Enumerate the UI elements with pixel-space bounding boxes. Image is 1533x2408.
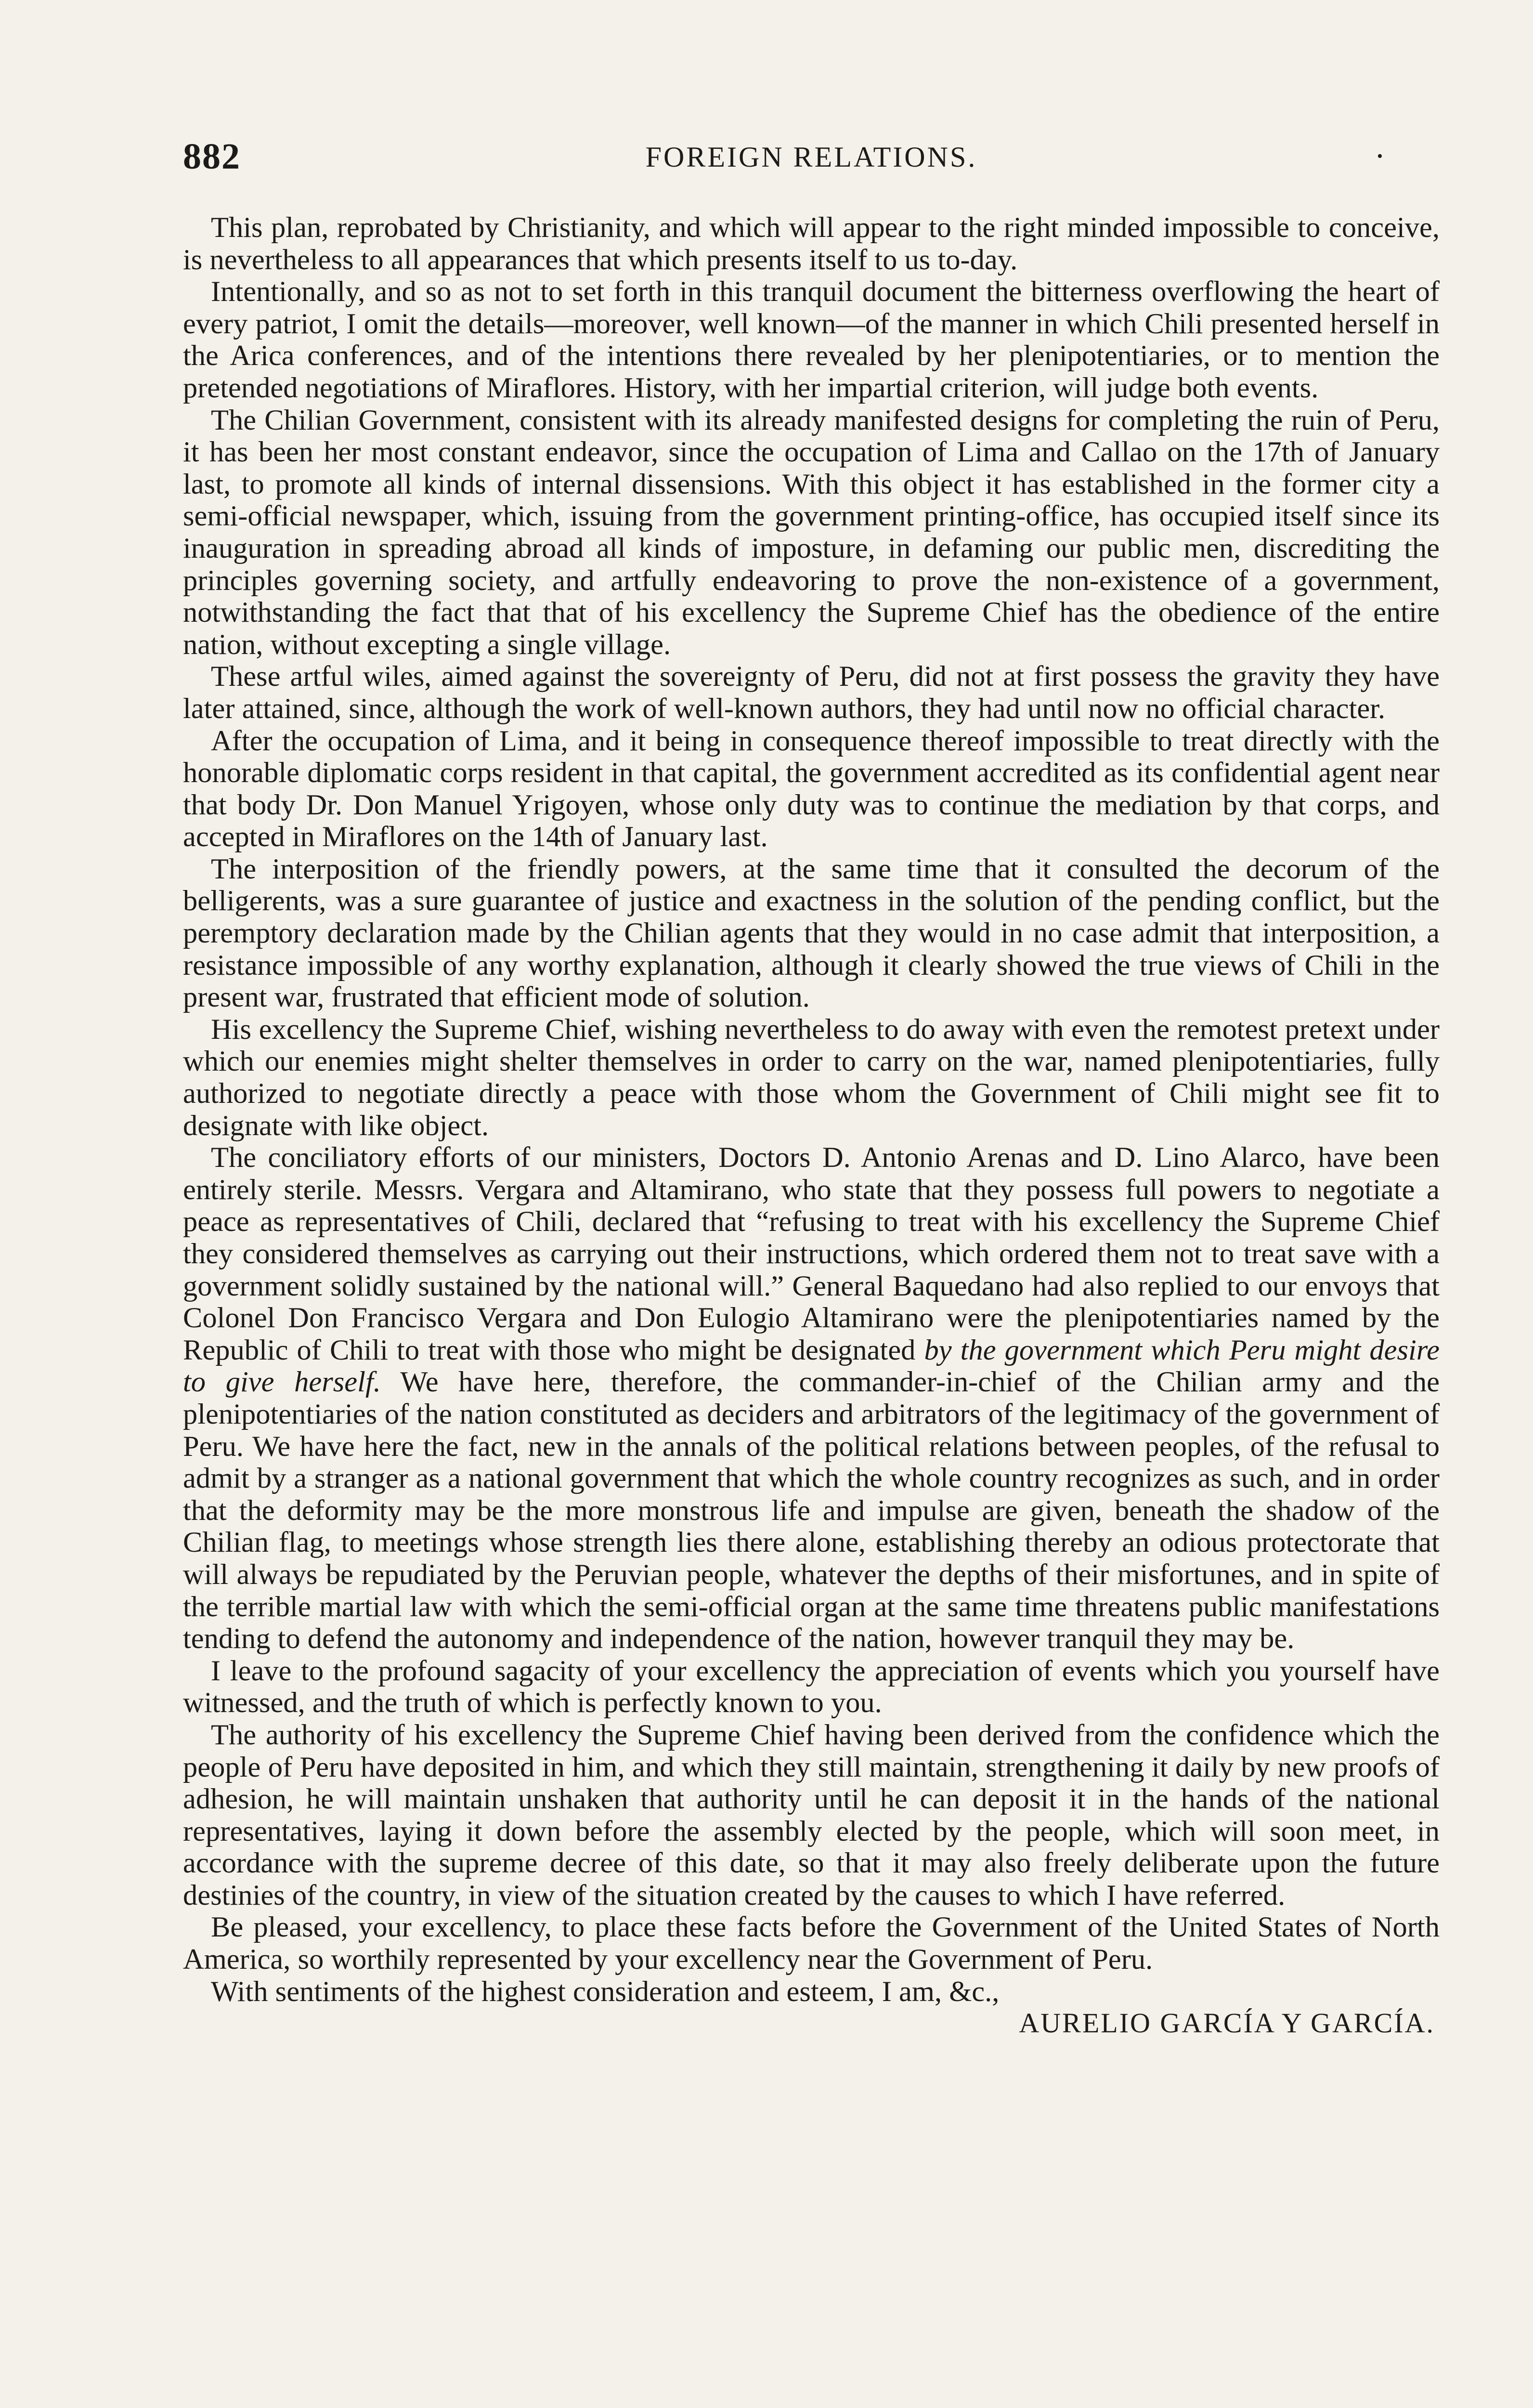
printer-mark: • — [1377, 147, 1383, 165]
paragraph-text: The conciliatory efforts of our ministers, Doctors D. Antonio Arenas and D. Lino Alarco, have been entirely sterile. Messrs. Vergara and Altamirano, who state that they possess full powers to negotiate a peace as representatives of Chili, declared that “refusing to treat with his excellency the Supreme Chief they considered themselves as carrying out their instructions, which ordered them not to treat save with a government solidly sustained by the national will.” General Baquedano had also replied to our envoys that Colonel Don Francisco Vergara and Don Eulogio Altamirano were the plenipotentiaries named by the Republic of Chili to treat with those who might be designated — [183, 1141, 1440, 1366]
signature: AURELIO GARCÍA Y GARCÍA. — [1019, 2007, 1435, 2039]
paragraph: These artful wiles, aimed against the sovereignty of Peru, did not at first possess the gravity they have later attained, since, although the work of well-known authors, they had until now no official character. — [183, 660, 1440, 725]
paragraph: I leave to the profound sagacity of your excellency the appreciation of events which you yourself have witnessed, and the truth of which is perfectly known to you. — [183, 1654, 1440, 1719]
paragraph: Intentionally, and so as not to set forth in this tranquil document the bitterness overflowing the heart of every patriot, I omit the details—moreover, well known—of the manner in which Chili presented herself in the Arica conferences, and of the intentions there revealed by her plenipotentiaries, or to mention the pretended negotiations of Miraflores. History, with her impartial criterion, will judge both events. — [183, 275, 1440, 404]
paragraph: This plan, reprobated by Christianity, and which will appear to the right minded impossible to conceive, is nevertheless to all appearances that which presents itself to us to-day. — [183, 211, 1440, 276]
page-number: 882 — [183, 136, 241, 177]
paragraph: His excellency the Supreme Chief, wishing nevertheless to do away with even the remotest pretext under which our enemies might shelter themselves in order to carry on the war, named plenipotentiaries, fully authorized to negotiate directly a peace with those whom the Government of Chili might see fit to designate with like object. — [183, 1013, 1440, 1142]
page-header — [183, 136, 1440, 179]
closing-line: With sentiments of the highest consideration and esteem, I am, &c., — [211, 1975, 1000, 2008]
italic-quote: by the government which Peru might desire to give herself. — [183, 1334, 1440, 1399]
paragraph: The Chilian Government, consistent with its already manifested designs for completing the ruin of Peru, it has been her most constant endeavor, since the occupation of Lima and Callao on the 17th of January last, to promote all kinds of internal dissensions. With this object it has established in the former city a semi-official newspaper, which, issuing from the government printing-office, has occupied itself since its inauguration in spreading abroad all kinds of imposture, in defaming our public men, discrediting the principles governing society, and artfully endeavoring to prove the non-existence of a government, notwithstanding the fact that that of his excellency the Supreme Chief has the obedience of the entire nation, without excepting a single village. — [183, 404, 1440, 661]
paragraph: After the occupation of Lima, and it being in consequence thereof impossible to treat directly with the honorable diplomatic corps resident in that capital, the government accredited as its confidential agent near that body Dr. Don Manuel Yrigoyen, whose only duty was to continue the mediation by that corps, and accepted in Miraflores on the 14th of January last. — [183, 724, 1440, 853]
paragraph: The interposition of the friendly powers, at the same time that it consulted the decorum of the belligerents, was a sure guarantee of justice and exactness in the solution of the pending conflict, but the peremptory declaration made by the Chilian agents that they would in no case admit that interposition, a resistance impossible of any worthy explanation, although it clearly showed the true views of Chili in the present war, frustrated that efficient mode of solution. — [183, 852, 1440, 1014]
paragraph: The authority of his excellency the Supreme Chief having been derived from the confidence which the people of Peru have deposited in him, and which they still maintain, strengthening it daily by new proofs of adhesion, he will maintain unshaken that authority until he can deposit it in the hands of the national representatives, laying it down before the assembly elected by the people, which will soon meet, in accordance with the supreme decree of this date, so that it may also freely deliberate upon the future destinies of the country, in view of the situation created by the causes to which I have referred. — [183, 1718, 1440, 1911]
letter-body — [183, 212, 1440, 2039]
paragraph-text: We have here, therefore, the commander-in-chief of the Chilian army and the plenipotentiaries of the nation constituted as deciders and arbitrators of the legitimacy of the government of Peru. We have here the fact, new in the annals of the political relations between peoples, of the refusal to admit by a stranger as a national government that which the whole country recognizes as such, and in order that the deformity may be the more monstrous life and impulse are given, beneath the shadow of the Chilian flag, to meetings whose strength lies there alone, establishing thereby an odious protectorate that will always be repudiated by the Peruvian people, whatever the depths of their misfortunes, and in spite of the terrible martial law with which the semi-official organ at the same time threatens public manifestations tending to defend the autonomy and independence of the nation, however tranquil they may be. — [183, 1366, 1440, 1655]
paragraph: Be pleased, your excellency, to place these facts before the Government of the United States of North America, so worthily represented by your excellency near the Government of Peru. — [183, 1911, 1440, 1976]
paragraph — [183, 1142, 1440, 1655]
running-head: FOREIGN RELATIONS. — [645, 141, 977, 173]
